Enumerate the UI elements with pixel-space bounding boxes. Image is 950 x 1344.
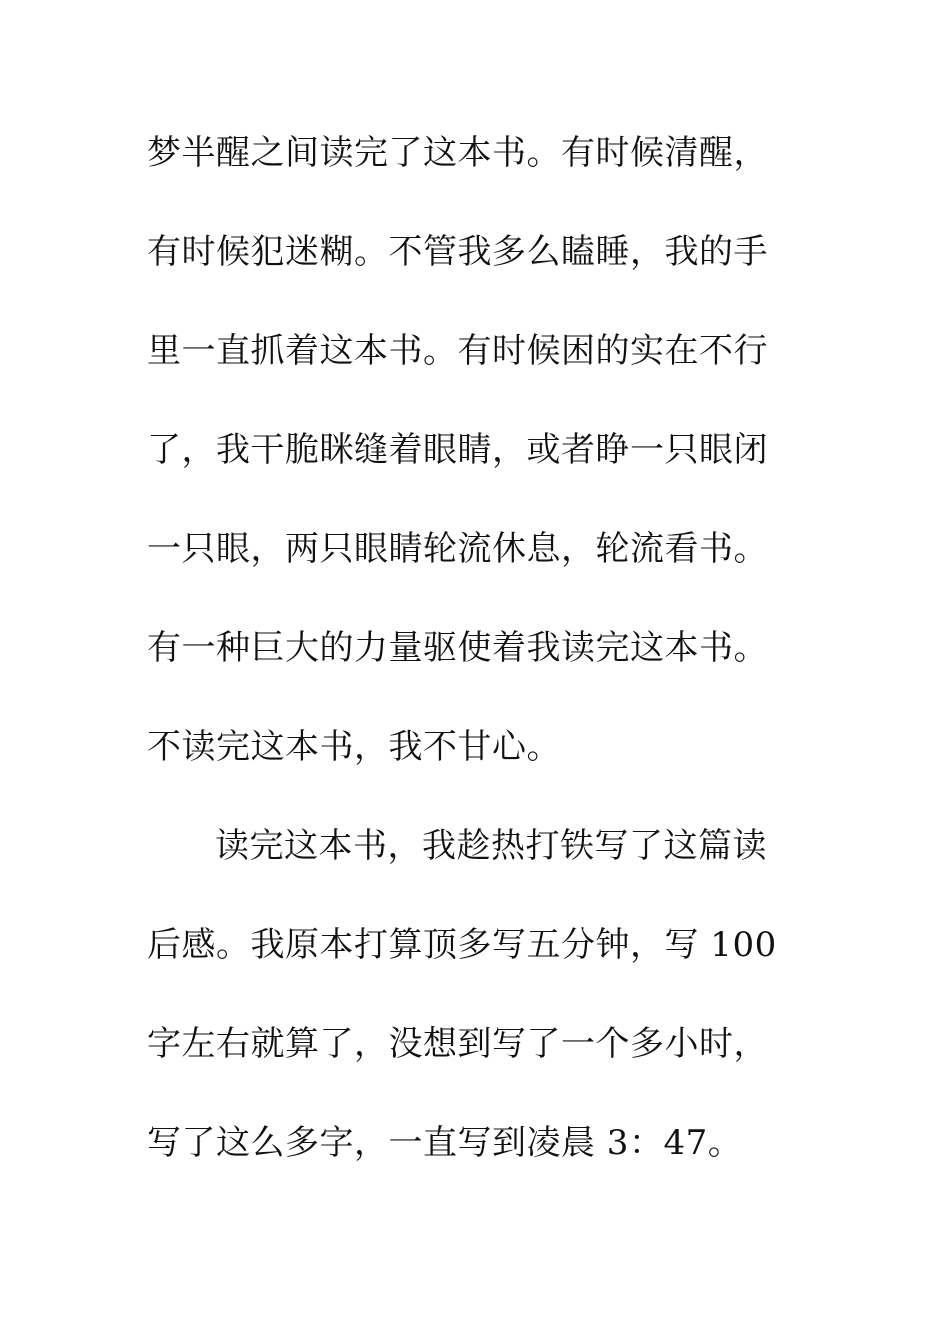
text-line-11: 写了这么多字，一直写到凌晨 3：47。 — [147, 1123, 743, 1163]
text-line-10: 字左右就算了，没想到写了一个多小时， — [147, 1024, 768, 1064]
text-line-3: 里一直抓着这本书。有时候困的实在不行 — [147, 331, 768, 371]
text-line-4: 了，我干脆眯缝着眼睛，或者睁一只眼闭 — [147, 430, 768, 470]
text-line-1: 梦半醒之间读完了这本书。有时候清醒， — [147, 133, 768, 173]
paragraph-start-line: 读完这本书，我趁热打铁写了这篇读 — [215, 826, 767, 866]
text-line-6: 有一种巨大的力量驱使着我读完这本书。 — [147, 628, 768, 668]
text-line-9: 后感。我原本打算顶多写五分钟，写 100 — [147, 925, 777, 965]
text-line-7: 不读完这本书，我不甘心。 — [147, 727, 561, 767]
text-line-5: 一只眼，两只眼睛轮流休息，轮流看书。 — [147, 529, 768, 569]
body-text — [147, 120, 787, 1209]
text-line-2: 有时候犯迷糊。不管我多么瞌睡，我的手 — [147, 232, 768, 272]
